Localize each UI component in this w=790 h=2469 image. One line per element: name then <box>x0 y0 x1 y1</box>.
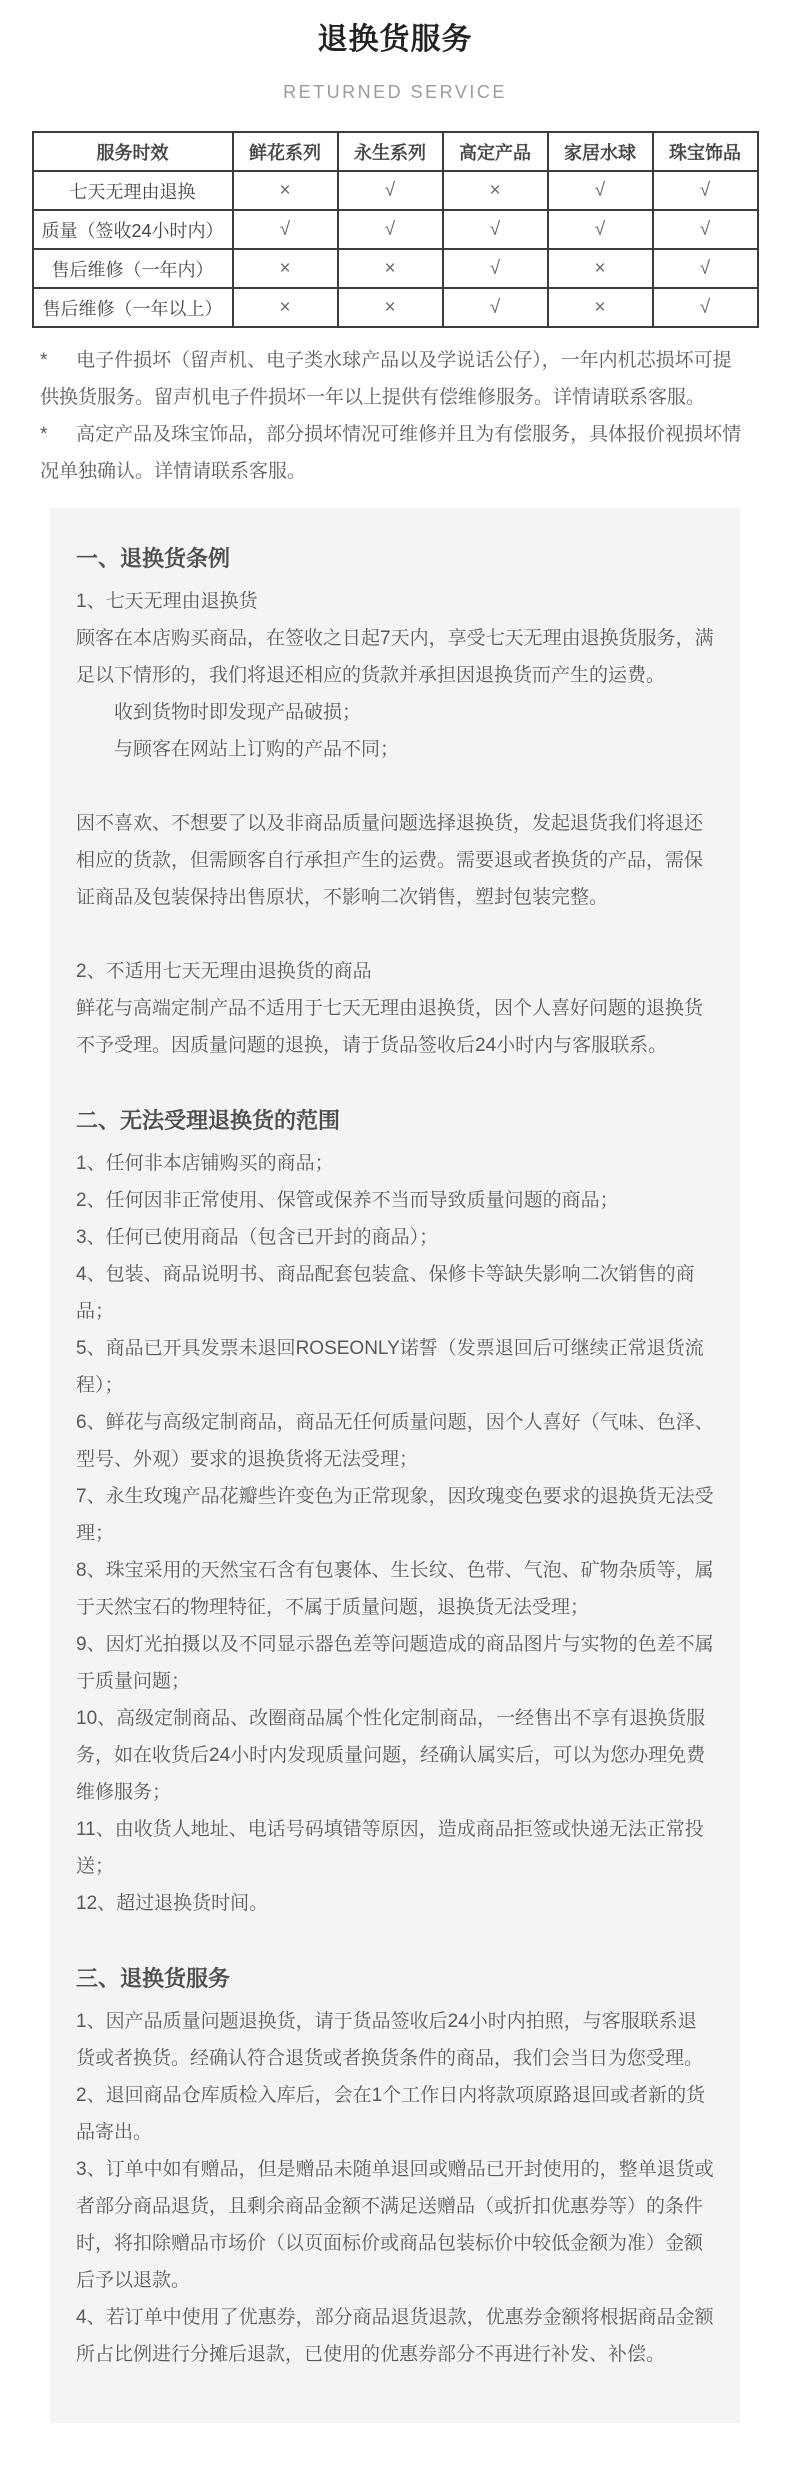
policy-paragraph: 6、鲜花与高级定制商品，商品无任何质量问题，因个人喜好（气味、色泽、型号、外观）要求的退换货将无法受理； <box>76 1412 714 1470</box>
page-title: 退换货服务 <box>317 23 473 56</box>
policy-paragraph: 7、永生玫瑰产品花瓣些许变色为正常现象，因玫瑰变色要求的退换货无法受理； <box>76 1486 714 1544</box>
check-mark: √ <box>443 210 548 249</box>
policy-paragraph: 1、任何非本店铺购买的商品； <box>76 1153 334 1174</box>
return-service-page <box>0 14 790 2469</box>
footnote-text: 电子件损坏（留声机、电子类水球产品以及学说话公仔），一年内机芯损坏可提供换货服务。留声机电子件损坏一年以上提供有偿维修服务。详情请联系客服。 <box>40 350 732 408</box>
policy-paragraph: 2、任何因非正常使用、保管或保养不当而导致质量问题的商品； <box>76 1190 619 1211</box>
cross-mark: × <box>338 288 443 327</box>
column-header-category: 珠宝饰品 <box>653 132 758 171</box>
table-row <box>33 210 758 249</box>
column-header-category: 家居水球 <box>548 132 653 171</box>
check-mark: √ <box>443 249 548 288</box>
paragraph-gap <box>76 768 714 805</box>
policy-paragraph: 4、若订单中使用了优惠券，部分商品退货退款，优惠券金额将根据商品金额所占比例进行分摊后退款，已使用的优惠券部分不再进行补发、补偿。 <box>76 2307 714 2365</box>
policy-paragraph: 3、任何已使用商品（包含已开封的商品）； <box>76 1227 439 1248</box>
policy-paragraph: 1、因产品质量问题退换货，请于货品签收后24小时内拍照，与客服联系退货或者换货。经确认符合退货或者换货条件的商品，我们会当日为您受理。 <box>76 2011 704 2069</box>
table-row <box>33 249 758 288</box>
check-mark: √ <box>653 288 758 327</box>
row-label: 售后维修（一年内） <box>33 249 233 288</box>
section-heading: 三、退换货服务 <box>76 1966 231 1991</box>
policy-paragraph: 2、不适用七天无理由退换货的商品 <box>76 961 372 982</box>
column-header-category: 永生系列 <box>338 132 443 171</box>
check-mark: √ <box>443 288 548 327</box>
column-header-category: 鲜花系列 <box>233 132 338 171</box>
policy-paragraph: 鲜花与高端定制产品不适用于七天无理由退换货，因个人喜好问题的退换货不予受理。因质量问题的退换，请于货品签收后24小时内与客服联系。 <box>76 998 704 1056</box>
check-mark: √ <box>338 210 443 249</box>
table-row <box>33 171 758 210</box>
policy-paragraph: 2、退回商品仓库质检入库后，会在1个工作日内将款项原路退回或者新的货品寄出。 <box>76 2085 706 2143</box>
policy-paragraph: 12、超过退换货时间。 <box>76 1893 269 1914</box>
cross-mark: × <box>338 249 443 288</box>
footnote <box>40 342 750 416</box>
policy-paragraph: 与顾客在网站上订购的产品不同； <box>114 739 400 760</box>
cross-mark: × <box>233 288 338 327</box>
row-label: 七天无理由退换 <box>33 171 233 210</box>
policy-paragraph: 4、包装、商品说明书、商品配套包装盒、保修卡等缺失影响二次销售的商品； <box>76 1264 695 1322</box>
policy-paragraph: 9、因灯光拍摄以及不同显示器色差等问题造成的商品图片与实物的色差不属于质量问题； <box>76 1634 714 1692</box>
check-mark: √ <box>653 249 758 288</box>
check-mark: √ <box>548 210 653 249</box>
footnote-marker: * <box>40 350 48 371</box>
table-header-row <box>33 132 758 171</box>
row-label: 质量（签收24小时内） <box>33 210 233 249</box>
cross-mark: × <box>548 249 653 288</box>
policy-paragraph: 收到货物时即发现产品破损； <box>114 702 362 723</box>
cross-mark: × <box>233 249 338 288</box>
footnote-text: 高定产品及珠宝饰品，部分损坏情况可维修并且为有偿服务，具体报价视损坏情况单独确认。详情请联系客服。 <box>40 424 742 482</box>
footnote <box>40 416 750 490</box>
section-heading: 二、无法受理退换货的范围 <box>76 1108 341 1133</box>
check-mark: √ <box>338 171 443 210</box>
service-policy-table <box>32 131 759 328</box>
page-subtitle: RETURNED SERVICE <box>283 82 507 102</box>
policy-paragraph: 10、高级定制商品、改圈商品属个性化定制商品，一经售出不享有退换货服务，如在收货后24小时内发现质量问题，经确认属实后，可以为您办理免费维修服务； <box>76 1708 706 1803</box>
footnote-marker: * <box>40 424 48 445</box>
policy-paragraph: 顾客在本店购买商品，在签收之日起7天内，享受七天无理由退换货服务，满足以下情形的，我们将退还相应的货款并承担因退换货而产生的运费。 <box>76 628 714 686</box>
policy-paragraph: 5、商品已开具发票未退回ROSEONLY诺誓（发票退回后可继续正常退货流程）； <box>76 1338 704 1396</box>
cross-mark: × <box>548 288 653 327</box>
section-heading: 一、退换货条例 <box>76 546 231 571</box>
policy-details-box <box>50 508 740 2423</box>
cross-mark: × <box>233 171 338 210</box>
policy-paragraph: 因不喜欢、不想要了以及非商品质量问题选择退换货，发起退货我们将退还相应的货款，但需顾客自行承担产生的运费。需要退或者换货的产品，需保证商品及包装保持出售原状，不影响二次销售，塑封包装完整。 <box>76 813 704 908</box>
cross-mark: × <box>443 171 548 210</box>
footnotes <box>40 342 750 490</box>
column-header-service: 服务时效 <box>33 132 233 171</box>
column-header-category: 高定产品 <box>443 132 548 171</box>
paragraph-gap <box>76 916 714 953</box>
check-mark: √ <box>653 210 758 249</box>
policy-paragraph: 11、由收货人地址、电话号码填错等原因，造成商品拒签或快递无法正常投送； <box>76 1819 704 1877</box>
row-label: 售后维修（一年以上） <box>33 288 233 327</box>
check-mark: √ <box>548 171 653 210</box>
table-row <box>33 288 758 327</box>
policy-paragraph: 8、珠宝采用的天然宝石含有包裹体、生长纹、色带、气泡、矿物杂质等，属于天然宝石的物理特征，不属于质量问题，退换货无法受理； <box>76 1560 714 1618</box>
check-mark: √ <box>233 210 338 249</box>
check-mark: √ <box>653 171 758 210</box>
policy-paragraph: 3、订单中如有赠品，但是赠品未随单退回或赠品已开封使用的，整单退货或者部分商品退货，且剩余商品金额不满足送赠品（或折扣优惠券等）的条件时，将扣除赠品市场价（以页面标价或商品包装标价中较低金额为准）金额后予以退款。 <box>76 2159 714 2291</box>
policy-paragraph: 1、七天无理由退换货 <box>76 591 258 612</box>
